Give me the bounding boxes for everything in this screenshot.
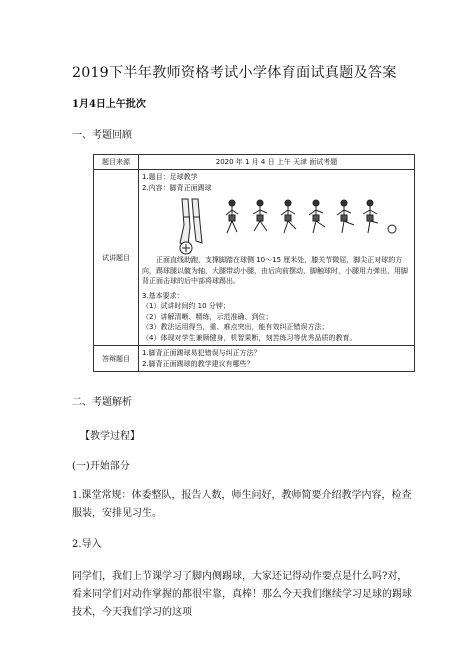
batch-date: 1月4日上午批次 <box>72 99 146 110</box>
defense-label: 答辩题目 <box>94 346 139 372</box>
intro-heading: 2.导入 <box>72 539 102 550</box>
document-title: 2019下半年教师资格考试小学体育面试真题及答案 <box>72 65 397 81</box>
intro-paragraph: 同学们，我们上节课学习了脚内侧踢球，大家还记得动作要点是什么吗?对，看来同学们对动作掌握的都很牢靠，真棒！那么今天我们继续学习足球的踢球技术，今天我们学习的这项 <box>72 571 412 618</box>
kick-illustration <box>142 193 411 255</box>
requirement-2: （2）讲解清晰、精练，示范准确、到位； <box>142 312 273 321</box>
section-heading-review: 一、考题回顾 <box>72 130 132 141</box>
lecture-item-content: 2.内容：脚背正面踢球 <box>142 183 212 192</box>
lecture-description: 正面直线助跑，支撑脚踏在球侧 10～15 厘米处，膝关节微屈，脚尖正对球的方向，踢球腿以髋为轴，大腿带动小腿，由后向前摆动，脚触球时，小腿用力弹出，用脚背正面击球的后中部将球踢出。 <box>142 256 408 285</box>
source-header: 题目来源 <box>94 155 139 170</box>
lecture-item-topic: 1.题目：足球教学 <box>142 173 198 181</box>
requirement-3: （3）教法运用得当，重、难点突出，能有效纠正错误方法； <box>142 323 329 331</box>
lecture-content <box>139 170 415 346</box>
lecture-label: 试讲题目 <box>94 170 139 346</box>
requirement-1: （1）试讲时间约 10 分钟； <box>142 302 230 310</box>
section-heading-analysis: 二、考题解析 <box>72 397 132 408</box>
requirements-title: 3.基本要求： <box>142 291 184 300</box>
teaching-process-heading: 【教学过程】 <box>80 431 140 442</box>
start-part-heading: (一)开始部分 <box>72 461 130 472</box>
defense-content <box>139 346 415 372</box>
classroom-routine-paragraph: 1.课堂常规：体委整队，报告人数，师生问好，教师简要介绍教学内容，检查服装，安排见习生。 <box>72 490 412 519</box>
defense-row <box>94 346 415 372</box>
kicking-sequence-figure <box>172 195 402 257</box>
source-value: 2020 年 1 月 4 日 上午 天津 面试考题 <box>139 155 415 170</box>
exam-table <box>93 154 415 372</box>
defense-question-2: 2.脚背正面踢球的教学建议有哪些？ <box>142 359 254 368</box>
requirement-4: （4）体现对学生兼顾健身，机智果断，刻苦练习等优秀品质的教育。 <box>142 333 357 342</box>
defense-question-1: 1.脚背正面踢球易犯错误与纠正方法？ <box>142 349 261 357</box>
table-header-row <box>94 155 415 170</box>
lecture-row <box>94 170 415 346</box>
